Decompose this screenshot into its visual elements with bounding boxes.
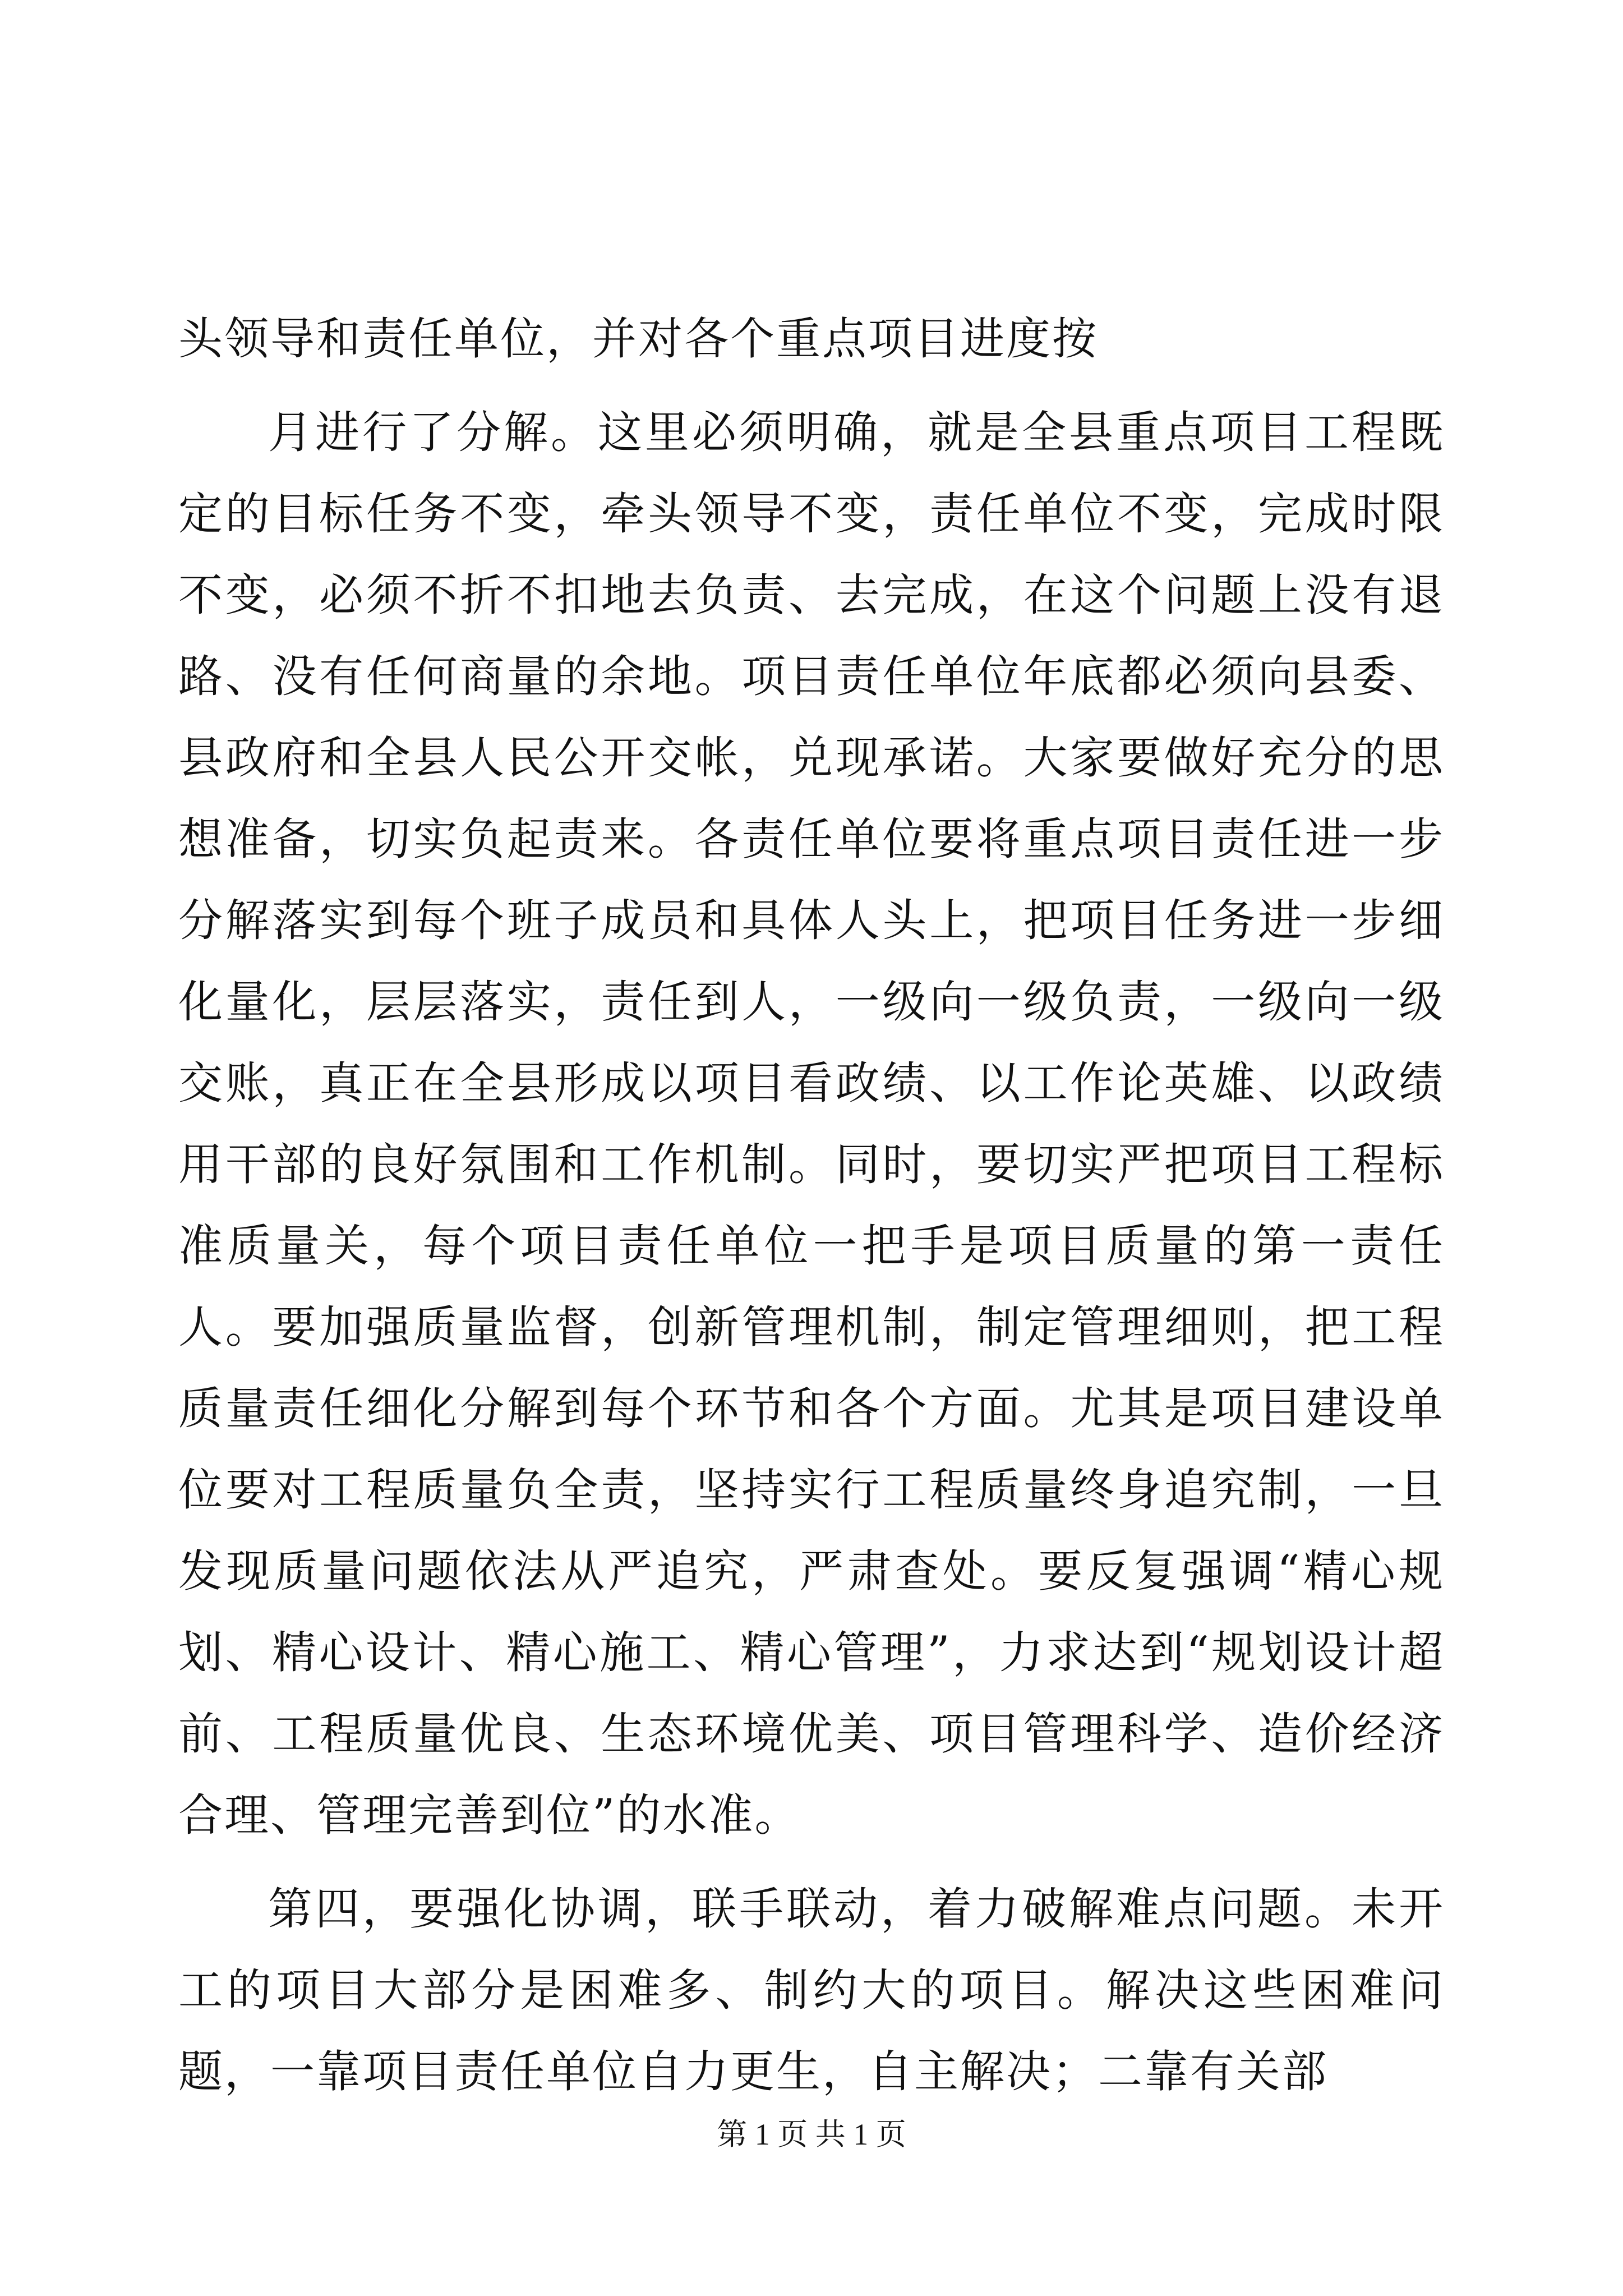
page-footer: 第 1 页 共 1 页 (717, 2118, 906, 2151)
paragraph-fourth-point: 第四，要强化协调，联手联动，着力破解难点问题。未开工的项目大部分是困难多、制约大的项目。解决这些困难问题，一靠项目责任单位自力更生，自主解决；二靠有关部 (178, 1883, 1445, 2097)
paragraph-responsibility: 月进行了分解。这里必须明确，就是全县重点项目工程既定的目标任务不变，牵头领导不变，责任单位不变，完成时限不变，必须不折不扣地去负责、去完成，在这个问题上没有退路、没有任何商量的余地。项目责任单位年底都必须向县委、县政府和全县人民公开交帐，兑现承诺。大家要做好充分的思想准备，切实负起责来。各责任单位要将重点项目责任进一步分解落实到每个班子成员和具体人头上，把项目任务进一步细化量化，层层落实，责任到人，一级向一级负责，一级向一级交账，真正在全县形成以项目看政绩、以工作论英雄、以政绩用干部的良好氛围和工作机制。同时，要切实严把项目工程标准质量关，每个项目责任单位一把手是项目质量的第一责任人。要加强质量监督，创新管理机制，制定管理细则，把工程质量责任细化分解到每个环节和各个方面。尤其是项目建设单位要对工程质量负全责，坚持实行工程质量终身追究制，一旦发现质量问题依法从严追究，严肃查处。要反复强调“精心规划、精心设计、精心施工、精心管理”，力求达到“规划设计超前、工程质量优良、生态环境优美、项目管理科学、造价经济合理、管理完善到位”的水准。 (178, 407, 1445, 1841)
document-body (178, 298, 1445, 2113)
paragraph-continuation: 头领导和责任单位，并对各个重点项目进度按 (178, 313, 1098, 365)
